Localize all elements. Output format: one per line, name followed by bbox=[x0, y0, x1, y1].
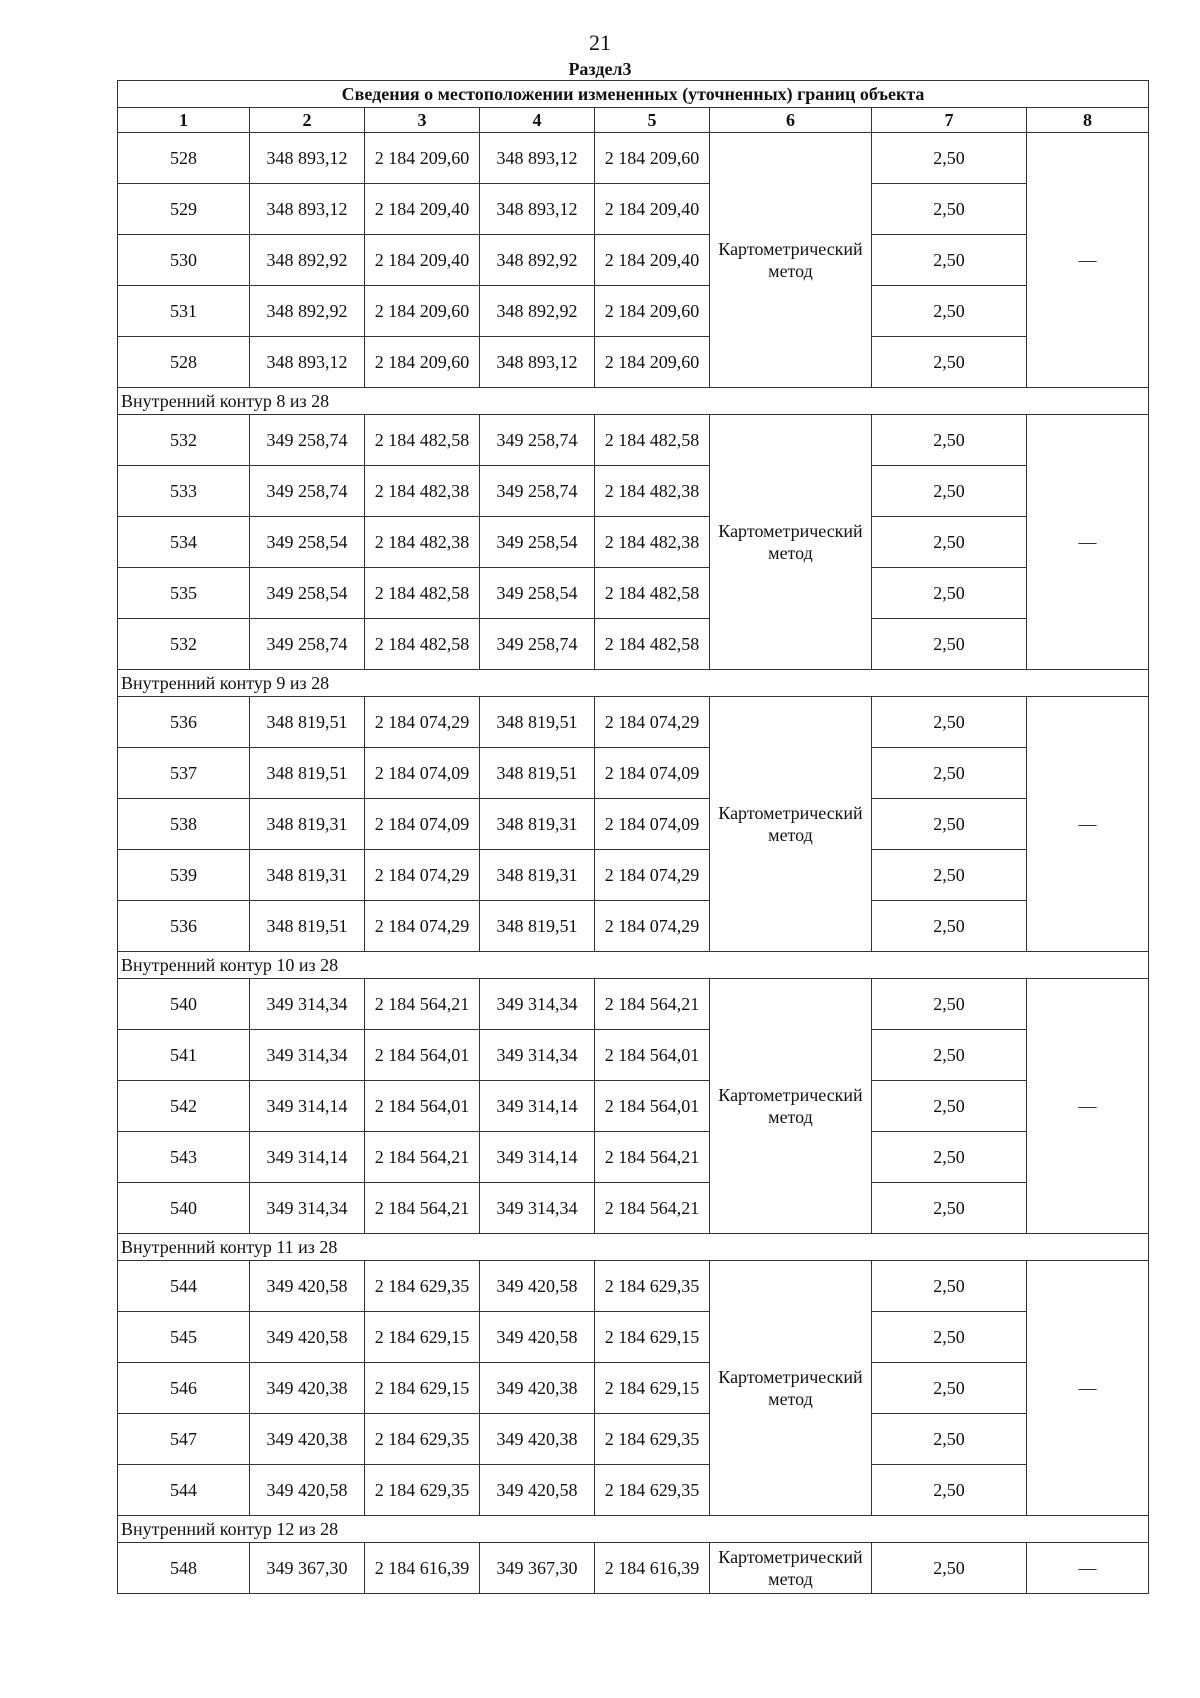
table-row bbox=[118, 568, 1149, 619]
x-new-cell: 349 314,34 bbox=[480, 1030, 595, 1081]
contour-label: Внутренний контур 9 из 28 bbox=[118, 670, 1149, 697]
precision-cell: 2,50 bbox=[872, 337, 1027, 388]
boundary-coordinates-table bbox=[117, 80, 1149, 1594]
y-new-cell: 2 184 074,29 bbox=[595, 901, 710, 952]
point-number-cell: 545 bbox=[118, 1312, 250, 1363]
x-new-cell: 348 893,12 bbox=[480, 337, 595, 388]
y-new-cell: 2 184 564,01 bbox=[595, 1030, 710, 1081]
precision-cell: 2,50 bbox=[872, 235, 1027, 286]
x-new-cell: 348 892,92 bbox=[480, 286, 595, 337]
x-new-cell: 349 367,30 bbox=[480, 1543, 595, 1594]
y-existing-cell: 2 184 564,01 bbox=[365, 1081, 480, 1132]
y-new-cell: 2 184 564,21 bbox=[595, 1183, 710, 1234]
y-existing-cell: 2 184 564,21 bbox=[365, 1132, 480, 1183]
y-new-cell: 2 184 074,29 bbox=[595, 697, 710, 748]
point-number-cell: 540 bbox=[118, 1183, 250, 1234]
x-existing-cell: 349 420,58 bbox=[250, 1261, 365, 1312]
x-existing-cell: 348 893,12 bbox=[250, 184, 365, 235]
x-existing-cell: 349 420,38 bbox=[250, 1414, 365, 1465]
x-existing-cell: 349 420,38 bbox=[250, 1363, 365, 1414]
method-cell: Картометрический метод bbox=[710, 979, 872, 1234]
precision-cell: 2,50 bbox=[872, 466, 1027, 517]
x-existing-cell: 348 819,51 bbox=[250, 901, 365, 952]
method-cell: Картометрический метод bbox=[710, 1543, 872, 1594]
y-existing-cell: 2 184 629,35 bbox=[365, 1465, 480, 1516]
point-number-cell: 544 bbox=[118, 1261, 250, 1312]
precision-cell: 2,50 bbox=[872, 1312, 1027, 1363]
precision-cell: 2,50 bbox=[872, 850, 1027, 901]
x-existing-cell: 349 258,54 bbox=[250, 517, 365, 568]
x-new-cell: 349 314,34 bbox=[480, 1183, 595, 1234]
contour-header-row bbox=[118, 1234, 1149, 1261]
x-new-cell: 348 819,31 bbox=[480, 850, 595, 901]
x-new-cell: 349 420,58 bbox=[480, 1261, 595, 1312]
point-number-cell: 538 bbox=[118, 799, 250, 850]
x-existing-cell: 348 893,12 bbox=[250, 133, 365, 184]
table-row bbox=[118, 1132, 1149, 1183]
table-row bbox=[118, 1363, 1149, 1414]
y-existing-cell: 2 184 564,21 bbox=[365, 1183, 480, 1234]
y-existing-cell: 2 184 209,60 bbox=[365, 337, 480, 388]
x-new-cell: 349 258,74 bbox=[480, 415, 595, 466]
x-existing-cell: 349 314,14 bbox=[250, 1132, 365, 1183]
point-number-cell: 536 bbox=[118, 697, 250, 748]
column-number: 8 bbox=[1027, 108, 1149, 133]
x-existing-cell: 348 892,92 bbox=[250, 286, 365, 337]
precision-cell: 2,50 bbox=[872, 1030, 1027, 1081]
section-title: Раздел3 bbox=[568, 59, 632, 79]
x-new-cell: 348 819,51 bbox=[480, 697, 595, 748]
point-number-cell: 544 bbox=[118, 1465, 250, 1516]
y-new-cell: 2 184 209,60 bbox=[595, 133, 710, 184]
y-existing-cell: 2 184 616,39 bbox=[365, 1543, 480, 1594]
method-cell: Картометрический метод bbox=[710, 415, 872, 670]
x-existing-cell: 349 367,30 bbox=[250, 1543, 365, 1594]
y-existing-cell: 2 184 482,38 bbox=[365, 517, 480, 568]
column-number: 3 bbox=[365, 108, 480, 133]
precision-cell: 2,50 bbox=[872, 1363, 1027, 1414]
point-number-cell: 537 bbox=[118, 748, 250, 799]
point-number-cell: 534 bbox=[118, 517, 250, 568]
y-new-cell: 2 184 482,38 bbox=[595, 517, 710, 568]
point-number-cell: 529 bbox=[118, 184, 250, 235]
precision-cell: 2,50 bbox=[872, 901, 1027, 952]
page-number: 21 bbox=[589, 30, 611, 55]
precision-cell: 2,50 bbox=[872, 286, 1027, 337]
column-number: 7 bbox=[872, 108, 1027, 133]
point-number-cell: 528 bbox=[118, 337, 250, 388]
contour-header-row bbox=[118, 1516, 1149, 1543]
y-new-cell: 2 184 482,58 bbox=[595, 619, 710, 670]
precision-cell: 2,50 bbox=[872, 133, 1027, 184]
point-number-cell: 541 bbox=[118, 1030, 250, 1081]
column8-cell: — bbox=[1027, 1543, 1149, 1594]
contour-header-row bbox=[118, 670, 1149, 697]
point-number-cell: 543 bbox=[118, 1132, 250, 1183]
y-existing-cell: 2 184 074,09 bbox=[365, 799, 480, 850]
y-new-cell: 2 184 629,15 bbox=[595, 1312, 710, 1363]
point-number-cell: 530 bbox=[118, 235, 250, 286]
table-row bbox=[118, 799, 1149, 850]
y-new-cell: 2 184 209,40 bbox=[595, 184, 710, 235]
y-existing-cell: 2 184 482,58 bbox=[365, 568, 480, 619]
y-existing-cell: 2 184 209,60 bbox=[365, 133, 480, 184]
x-new-cell: 349 420,38 bbox=[480, 1363, 595, 1414]
y-existing-cell: 2 184 209,40 bbox=[365, 235, 480, 286]
table-row bbox=[118, 1183, 1149, 1234]
x-new-cell: 349 258,74 bbox=[480, 619, 595, 670]
x-existing-cell: 348 819,51 bbox=[250, 748, 365, 799]
y-existing-cell: 2 184 482,58 bbox=[365, 619, 480, 670]
table-row bbox=[118, 337, 1149, 388]
contour-label: Внутренний контур 12 из 28 bbox=[118, 1516, 1149, 1543]
y-existing-cell: 2 184 564,01 bbox=[365, 1030, 480, 1081]
y-new-cell: 2 184 564,21 bbox=[595, 979, 710, 1030]
x-new-cell: 349 420,58 bbox=[480, 1312, 595, 1363]
point-number-cell: 536 bbox=[118, 901, 250, 952]
precision-cell: 2,50 bbox=[872, 568, 1027, 619]
table-row bbox=[118, 901, 1149, 952]
table-row bbox=[118, 1543, 1149, 1594]
x-existing-cell: 349 258,74 bbox=[250, 466, 365, 517]
precision-cell: 2,50 bbox=[872, 1081, 1027, 1132]
x-existing-cell: 349 314,14 bbox=[250, 1081, 365, 1132]
contour-label: Внутренний контур 10 из 28 bbox=[118, 952, 1149, 979]
y-new-cell: 2 184 629,35 bbox=[595, 1261, 710, 1312]
y-new-cell: 2 184 629,35 bbox=[595, 1465, 710, 1516]
precision-cell: 2,50 bbox=[872, 748, 1027, 799]
point-number-cell: 540 bbox=[118, 979, 250, 1030]
column-number: 5 bbox=[595, 108, 710, 133]
precision-cell: 2,50 bbox=[872, 184, 1027, 235]
x-existing-cell: 349 258,74 bbox=[250, 619, 365, 670]
column8-cell: — bbox=[1027, 415, 1149, 670]
precision-cell: 2,50 bbox=[872, 619, 1027, 670]
x-new-cell: 349 420,58 bbox=[480, 1465, 595, 1516]
x-existing-cell: 349 314,34 bbox=[250, 979, 365, 1030]
x-existing-cell: 349 420,58 bbox=[250, 1465, 365, 1516]
table-row bbox=[118, 235, 1149, 286]
column8-cell: — bbox=[1027, 133, 1149, 388]
table-row bbox=[118, 1030, 1149, 1081]
contour-header-row bbox=[118, 952, 1149, 979]
x-new-cell: 349 314,14 bbox=[480, 1081, 595, 1132]
point-number-cell: 547 bbox=[118, 1414, 250, 1465]
table-row bbox=[118, 466, 1149, 517]
column-number-row bbox=[118, 108, 1149, 133]
y-new-cell: 2 184 209,60 bbox=[595, 286, 710, 337]
table-row bbox=[118, 850, 1149, 901]
method-cell: Картометрический метод bbox=[710, 697, 872, 952]
y-existing-cell: 2 184 629,35 bbox=[365, 1261, 480, 1312]
y-existing-cell: 2 184 074,09 bbox=[365, 748, 480, 799]
x-new-cell: 349 314,14 bbox=[480, 1132, 595, 1183]
y-new-cell: 2 184 629,35 bbox=[595, 1414, 710, 1465]
contour-label: Внутренний контур 8 из 28 bbox=[118, 388, 1149, 415]
y-new-cell: 2 184 209,60 bbox=[595, 337, 710, 388]
x-existing-cell: 348 892,92 bbox=[250, 235, 365, 286]
precision-cell: 2,50 bbox=[872, 1414, 1027, 1465]
y-new-cell: 2 184 074,29 bbox=[595, 850, 710, 901]
x-new-cell: 349 314,34 bbox=[480, 979, 595, 1030]
precision-cell: 2,50 bbox=[872, 517, 1027, 568]
table-row bbox=[118, 1081, 1149, 1132]
column8-cell: — bbox=[1027, 979, 1149, 1234]
column8-cell: — bbox=[1027, 697, 1149, 952]
column-number: 1 bbox=[118, 108, 250, 133]
table-row bbox=[118, 133, 1149, 184]
point-number-cell: 528 bbox=[118, 133, 250, 184]
precision-cell: 2,50 bbox=[872, 1183, 1027, 1234]
x-existing-cell: 348 819,51 bbox=[250, 697, 365, 748]
y-new-cell: 2 184 616,39 bbox=[595, 1543, 710, 1594]
x-existing-cell: 349 314,34 bbox=[250, 1183, 365, 1234]
y-new-cell: 2 184 209,40 bbox=[595, 235, 710, 286]
x-existing-cell: 349 258,74 bbox=[250, 415, 365, 466]
table-row bbox=[118, 184, 1149, 235]
x-existing-cell: 348 819,31 bbox=[250, 799, 365, 850]
point-number-cell: 533 bbox=[118, 466, 250, 517]
x-new-cell: 348 819,51 bbox=[480, 901, 595, 952]
contour-header-row bbox=[118, 388, 1149, 415]
x-new-cell: 349 258,54 bbox=[480, 568, 595, 619]
x-new-cell: 349 258,54 bbox=[480, 517, 595, 568]
x-new-cell: 348 819,51 bbox=[480, 748, 595, 799]
x-existing-cell: 348 819,31 bbox=[250, 850, 365, 901]
point-number-cell: 542 bbox=[118, 1081, 250, 1132]
table-row bbox=[118, 979, 1149, 1030]
y-existing-cell: 2 184 629,35 bbox=[365, 1414, 480, 1465]
y-existing-cell: 2 184 482,58 bbox=[365, 415, 480, 466]
column-number: 2 bbox=[250, 108, 365, 133]
method-cell: Картометрический метод bbox=[710, 1261, 872, 1516]
point-number-cell: 532 bbox=[118, 415, 250, 466]
point-number-cell: 548 bbox=[118, 1543, 250, 1594]
y-new-cell: 2 184 564,21 bbox=[595, 1132, 710, 1183]
y-new-cell: 2 184 074,09 bbox=[595, 748, 710, 799]
y-new-cell: 2 184 482,58 bbox=[595, 415, 710, 466]
precision-cell: 2,50 bbox=[872, 415, 1027, 466]
table-row bbox=[118, 1414, 1149, 1465]
x-new-cell: 349 420,38 bbox=[480, 1414, 595, 1465]
x-new-cell: 349 258,74 bbox=[480, 466, 595, 517]
table-row bbox=[118, 697, 1149, 748]
table-row bbox=[118, 1261, 1149, 1312]
precision-cell: 2,50 bbox=[872, 979, 1027, 1030]
y-existing-cell: 2 184 209,60 bbox=[365, 286, 480, 337]
precision-cell: 2,50 bbox=[872, 799, 1027, 850]
point-number-cell: 532 bbox=[118, 619, 250, 670]
precision-cell: 2,50 bbox=[872, 1465, 1027, 1516]
x-new-cell: 348 819,31 bbox=[480, 799, 595, 850]
y-new-cell: 2 184 629,15 bbox=[595, 1363, 710, 1414]
method-cell: Картометрический метод bbox=[710, 133, 872, 388]
x-new-cell: 348 893,12 bbox=[480, 184, 595, 235]
table-row bbox=[118, 1465, 1149, 1516]
x-existing-cell: 349 314,34 bbox=[250, 1030, 365, 1081]
y-existing-cell: 2 184 629,15 bbox=[365, 1363, 480, 1414]
precision-cell: 2,50 bbox=[872, 1261, 1027, 1312]
table-row bbox=[118, 748, 1149, 799]
y-existing-cell: 2 184 209,40 bbox=[365, 184, 480, 235]
x-existing-cell: 348 893,12 bbox=[250, 337, 365, 388]
precision-cell: 2,50 bbox=[872, 1543, 1027, 1594]
y-new-cell: 2 184 074,09 bbox=[595, 799, 710, 850]
y-existing-cell: 2 184 074,29 bbox=[365, 850, 480, 901]
point-number-cell: 535 bbox=[118, 568, 250, 619]
table-row bbox=[118, 286, 1149, 337]
x-new-cell: 348 892,92 bbox=[480, 235, 595, 286]
table-caption: Сведения о местоположении измененных (уточненных) границ объекта bbox=[118, 81, 1149, 108]
point-number-cell: 546 bbox=[118, 1363, 250, 1414]
y-existing-cell: 2 184 074,29 bbox=[365, 697, 480, 748]
table-row bbox=[118, 415, 1149, 466]
contour-label: Внутренний контур 11 из 28 bbox=[118, 1234, 1149, 1261]
y-new-cell: 2 184 564,01 bbox=[595, 1081, 710, 1132]
precision-cell: 2,50 bbox=[872, 697, 1027, 748]
y-new-cell: 2 184 482,38 bbox=[595, 466, 710, 517]
y-existing-cell: 2 184 629,15 bbox=[365, 1312, 480, 1363]
y-existing-cell: 2 184 482,38 bbox=[365, 466, 480, 517]
x-existing-cell: 349 420,58 bbox=[250, 1312, 365, 1363]
x-new-cell: 348 893,12 bbox=[480, 133, 595, 184]
table-row bbox=[118, 619, 1149, 670]
x-existing-cell: 349 258,54 bbox=[250, 568, 365, 619]
column8-cell: — bbox=[1027, 1261, 1149, 1516]
y-new-cell: 2 184 482,58 bbox=[595, 568, 710, 619]
column-number: 4 bbox=[480, 108, 595, 133]
point-number-cell: 531 bbox=[118, 286, 250, 337]
y-existing-cell: 2 184 564,21 bbox=[365, 979, 480, 1030]
table-row bbox=[118, 1312, 1149, 1363]
point-number-cell: 539 bbox=[118, 850, 250, 901]
y-existing-cell: 2 184 074,29 bbox=[365, 901, 480, 952]
precision-cell: 2,50 bbox=[872, 1132, 1027, 1183]
table-row bbox=[118, 517, 1149, 568]
column-number: 6 bbox=[710, 108, 872, 133]
